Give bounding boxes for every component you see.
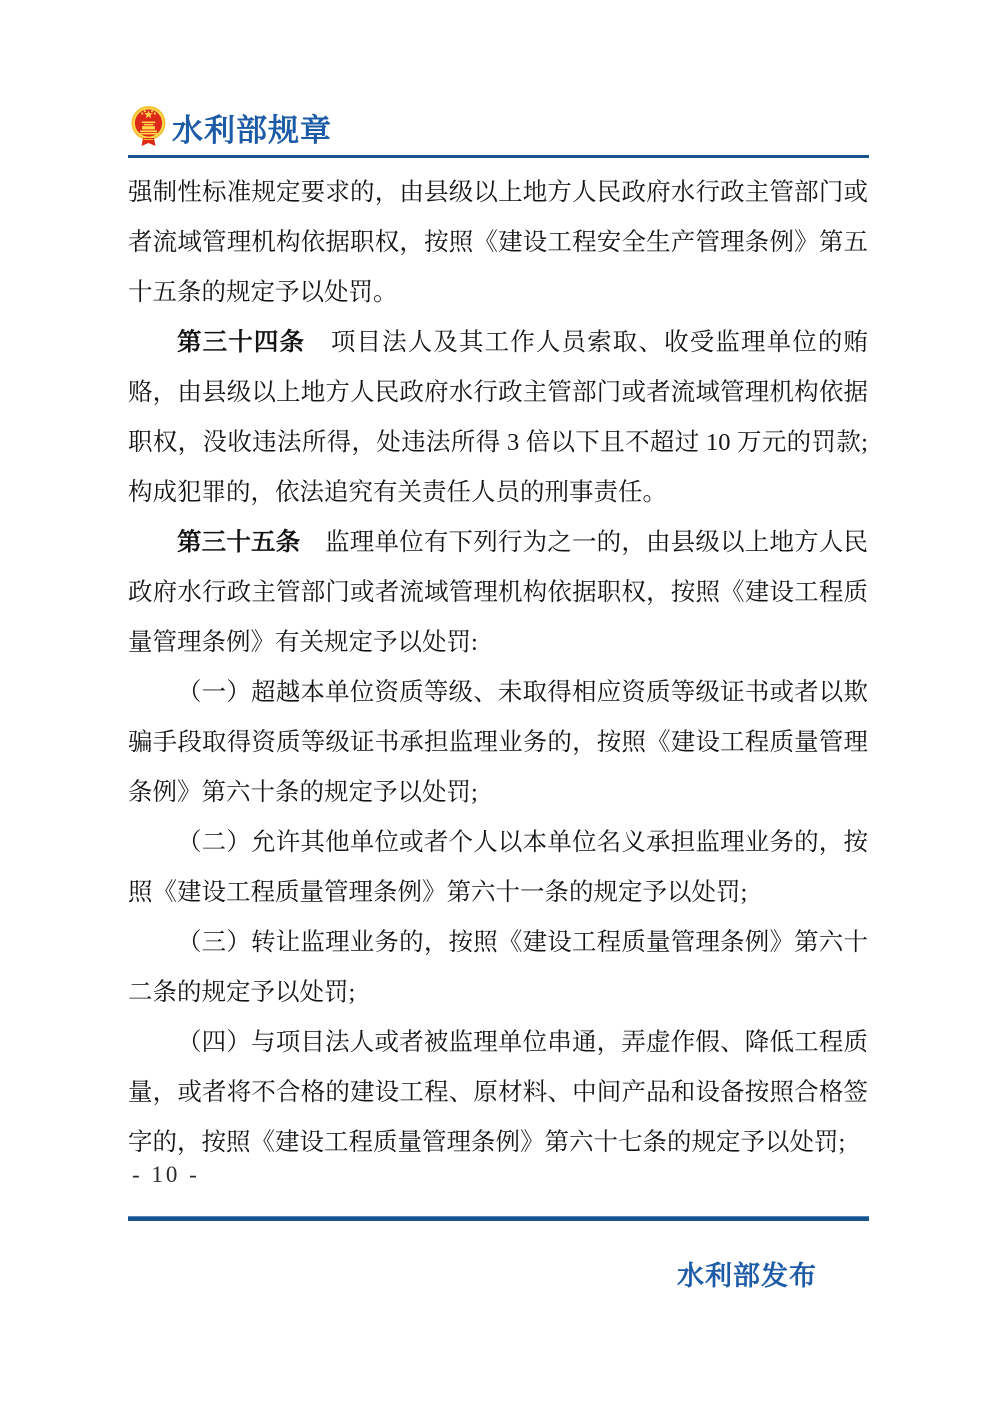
document-body bbox=[128, 168, 868, 1168]
body-paragraph bbox=[128, 668, 868, 818]
paragraph-text: 项目法人及其工作人员索取、收受监理单位的贿赂，由县级以上地方人民政府水行政主管部门或者流域管理机构依据职权，没收违法所得，处违法所得 3 倍以下且不超过 10 万元的罚款;构成犯罪的，依法追究有关责任人员的刑事责任。 bbox=[128, 329, 869, 506]
publisher-label: 水利部发布 bbox=[677, 1261, 817, 1291]
paragraph-text: 强制性标准规定要求的，由县级以上地方人民政府水行政主管部门或者流域管理机构依据职权，按照《建设工程安全生产管理条例》第五十五条的规定予以处罚。 bbox=[128, 179, 868, 306]
footer-rule bbox=[128, 1216, 869, 1221]
body-paragraph bbox=[128, 518, 868, 668]
body-paragraph bbox=[128, 168, 868, 318]
body-paragraph bbox=[128, 818, 868, 918]
paragraph-text: 监理单位有下列行为之一的，由县级以上地方人民政府水行政主管部门或者流域管理机构依据职权，按照《建设工程质量管理条例》有关规定予以处罚: bbox=[128, 529, 869, 656]
article-number: 第三十四条 bbox=[177, 329, 306, 356]
header-title: 水利部规章 bbox=[172, 112, 332, 148]
national-emblem-icon bbox=[130, 102, 167, 152]
paragraph-text: （三）转让监理业务的，按照《建设工程质量管理条例》第六十二条的规定予以处罚; bbox=[128, 929, 868, 1006]
body-paragraph bbox=[128, 1018, 868, 1168]
body-paragraph bbox=[128, 918, 868, 1018]
body-paragraph bbox=[128, 318, 868, 518]
header-rule bbox=[128, 155, 869, 158]
page-number: - 10 - bbox=[132, 1162, 200, 1187]
document-header bbox=[130, 101, 332, 153]
paragraph-text: （四）与项目法人或者被监理单位串通，弄虚作假、降低工程质量，或者将不合格的建设工程、原材料、中间产品和设备按照合格签字的，按照《建设工程质量管理条例》第六十七条的规定予以处罚; bbox=[128, 1029, 868, 1156]
article-number: 第三十五条 bbox=[177, 529, 301, 556]
paragraph-text: （一）超越本单位资质等级、未取得相应资质等级证书或者以欺骗手段取得资质等级证书承担监理业务的，按照《建设工程质量管理条例》第六十条的规定予以处罚; bbox=[128, 679, 868, 806]
paragraph-text: （二）允许其他单位或者个人以本单位名义承担监理业务的，按照《建设工程质量管理条例》第六十一条的规定予以处罚; bbox=[128, 829, 868, 906]
